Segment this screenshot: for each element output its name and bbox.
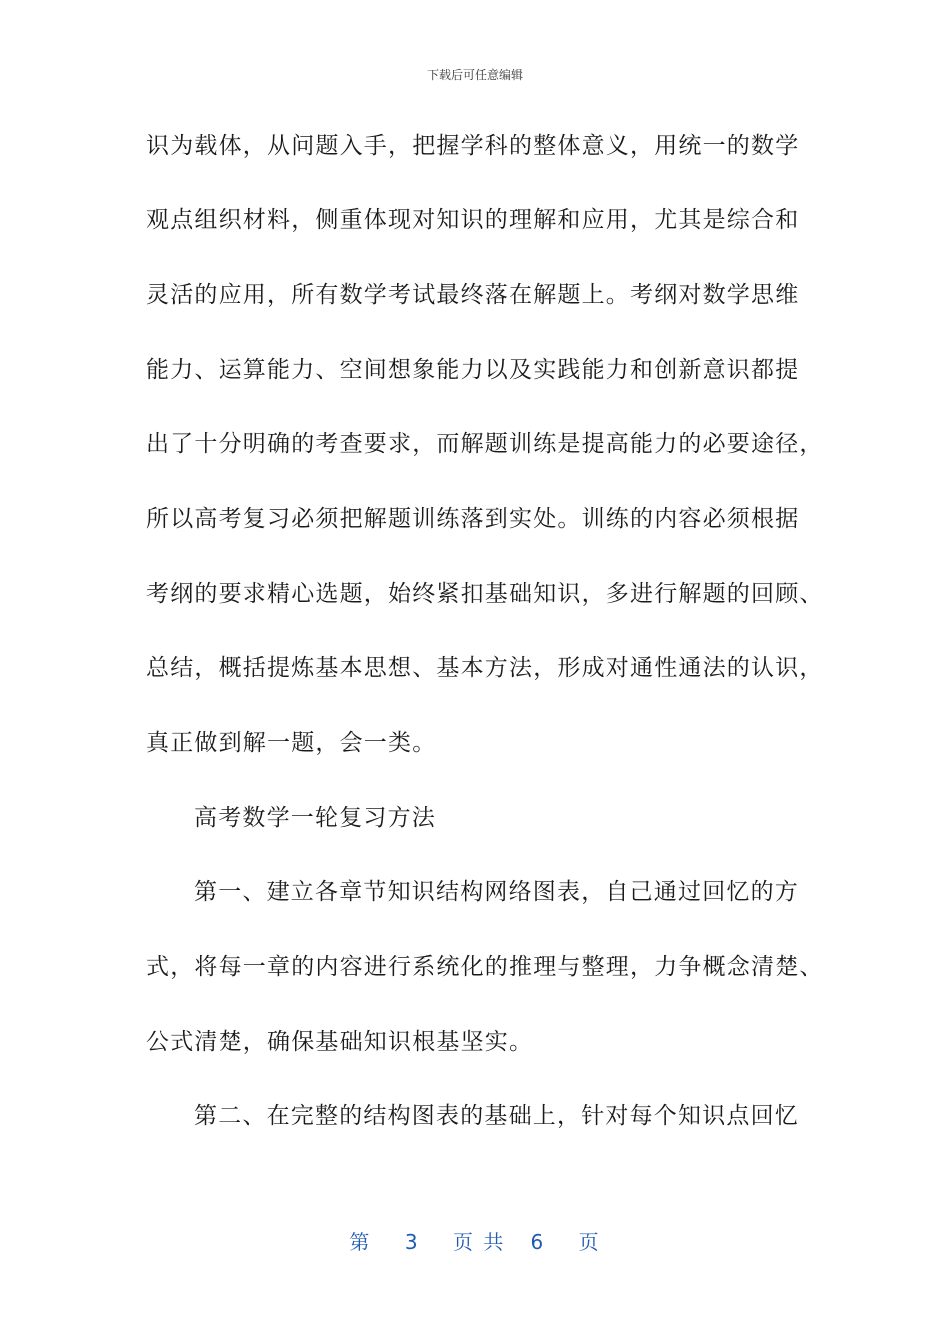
text-line: 出了十分明确的考查要求，而解题训练是提高能力的必要途径， — [146, 431, 824, 457]
footer-label-page: 第 — [349, 1230, 372, 1254]
text-line: 考纲的要求精心选题，始终紧扣基础知识，多进行解题的回顾、 — [146, 581, 824, 607]
footer-label-end: 页 — [578, 1230, 601, 1254]
text-line: 第二、在完整的结构图表的基础上，针对每个知识点回忆 — [194, 1103, 799, 1129]
text-line: 真正做到解一题，会一类。 — [146, 730, 437, 756]
section-heading: 高考数学一轮复习方法 — [194, 805, 436, 831]
page-footer — [0, 1226, 950, 1255]
footer-current-page: 3 — [404, 1230, 420, 1254]
text-line: 式，将每一章的内容进行系统化的推理与整理，力争概念清楚、 — [146, 954, 824, 980]
page-header: 下载后可任意编辑 — [426, 68, 523, 82]
text-line: 能力、运算能力、空间想象能力以及实践能力和创新意识都提 — [146, 357, 800, 383]
text-line: 灵活的应用，所有数学考试最终落在解题上。考纲对数学思维 — [146, 282, 800, 308]
text-line: 识为载体，从问题入手，把握学科的整体意义，用统一的数学 — [146, 133, 800, 159]
text-line: 所以高考复习必须把解题训练落到实处。训练的内容必须根据 — [146, 506, 800, 532]
text-line: 公式清楚，确保基础知识根基坚实。 — [146, 1029, 534, 1055]
text-line: 第一、建立各章节知识结构网络图表，自己通过回忆的方 — [194, 879, 799, 905]
footer-total-pages: 6 — [530, 1230, 546, 1254]
text-line: 总结，概括提炼基本思想、基本方法，形成对通性通法的认识， — [146, 655, 824, 681]
text-line: 观点组织材料，侧重体现对知识的理解和应用，尤其是综合和 — [146, 207, 800, 233]
footer-label-total: 页 共 — [453, 1230, 506, 1254]
